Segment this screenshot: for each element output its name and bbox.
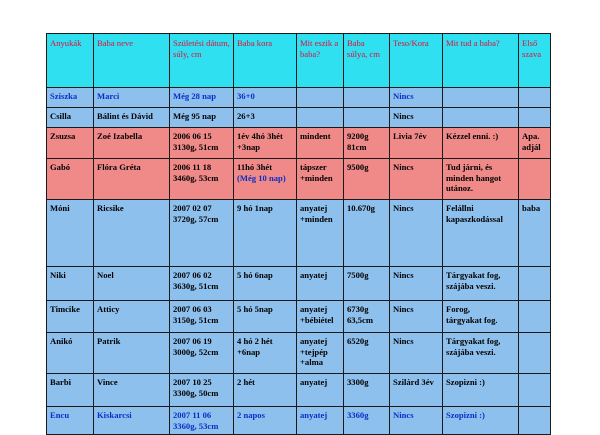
- cell-birth-info: [170, 301, 234, 333]
- cell-food: anyatej: [297, 374, 344, 407]
- cell-sibling: Livia 7év: [390, 128, 443, 159]
- cell-sibling: Nincs: [390, 301, 443, 333]
- header-weight: Baba súlya, cm: [344, 34, 390, 88]
- cell-line: anyatej: [300, 336, 328, 346]
- cell-line: 4 hó 2 hét: [237, 336, 273, 346]
- cell-first-word: [519, 159, 551, 200]
- cell-sibling: Nincs: [390, 333, 443, 374]
- table-row: [47, 88, 551, 108]
- cell-first-word: [519, 301, 551, 333]
- cell-line: +minden: [300, 172, 333, 183]
- cell-line: Apa.: [522, 131, 540, 141]
- cell-mother: Encu: [47, 407, 94, 435]
- cell-mother: Csilla: [47, 108, 94, 128]
- cell-skills: [443, 200, 519, 267]
- cell-weight: 7500g: [344, 267, 390, 301]
- cell-line: Forog,: [446, 304, 470, 314]
- cell-food: anyatej: [297, 267, 344, 301]
- cell-food: anyatej: [297, 407, 344, 435]
- cell-baby-age: [234, 128, 297, 159]
- cell-skills: Kézzel enni. :): [443, 128, 519, 159]
- cell-mother: Barbi: [47, 374, 94, 407]
- cell-line: 3460g, 53cm: [173, 172, 219, 183]
- cell-line: anyatej: [300, 203, 328, 213]
- cell-line: tápszer: [300, 162, 327, 172]
- baby-table-wrapper: [46, 33, 551, 435]
- table-row: [47, 108, 551, 128]
- cell-line: 3000g, 52cm: [173, 346, 219, 357]
- header-skills: Mit tud a baba?: [443, 34, 519, 88]
- cell-baby-name: Marci: [94, 88, 170, 108]
- cell-baby-name: Zoé Izabella: [94, 128, 170, 159]
- cell-line: +minden: [300, 213, 333, 224]
- cell-weight: [344, 108, 390, 128]
- cell-mother: Niki: [47, 267, 94, 301]
- cell-line: 3720g, 57cm: [173, 213, 219, 224]
- cell-line: anyatej: [300, 304, 328, 314]
- cell-line: 3130g, 51cm: [173, 141, 219, 152]
- cell-line: +3nap: [237, 141, 261, 152]
- cell-line: minden hangot: [446, 172, 502, 183]
- cell-line: 63,5cm: [347, 314, 374, 325]
- cell-line: 1év 4hó 3hét: [237, 131, 283, 141]
- cell-baby-age: 2 napos: [234, 407, 297, 435]
- cell-line: 2007 06 02: [173, 270, 212, 280]
- cell-line: kapaszkodással: [446, 213, 503, 224]
- cell-weight: 3300g: [344, 374, 390, 407]
- header-first-word: Első szava: [519, 34, 551, 88]
- cell-food: [297, 159, 344, 200]
- cell-baby-age: 5 hó 6nap: [234, 267, 297, 301]
- table-row: [47, 128, 551, 159]
- cell-line: +6nap: [237, 346, 261, 357]
- cell-line: 2007 10 25: [173, 377, 212, 387]
- cell-line: tárgyakat fog.: [446, 314, 498, 325]
- cell-baby-age: [234, 333, 297, 374]
- cell-line: 3630g, 51cm: [173, 280, 219, 291]
- cell-sibling: Nincs: [390, 200, 443, 267]
- cell-food: [297, 108, 344, 128]
- cell-line: 2007 06 03: [173, 304, 212, 314]
- cell-line: 9200g: [347, 131, 369, 141]
- cell-line: szájába veszi.: [446, 346, 496, 357]
- header-birth-info: Születési dátum, súly, cm: [170, 34, 234, 88]
- cell-mother: Timcike: [47, 301, 94, 333]
- cell-skills: [443, 108, 519, 128]
- cell-line: +tejpép: [300, 346, 328, 357]
- header-baby-age: Baba kora: [234, 34, 297, 88]
- header-sibling: Teso/Kora: [390, 34, 443, 88]
- cell-birth-info: [170, 159, 234, 200]
- cell-line: 2007 06 19: [173, 336, 212, 346]
- header-food: Mit eszik a baba?: [297, 34, 344, 88]
- cell-line: Felállni: [446, 203, 474, 213]
- cell-line: 2006 06 15: [173, 131, 212, 141]
- cell-line: +alma: [300, 357, 324, 368]
- cell-skills: [443, 267, 519, 301]
- cell-birth-info: [170, 128, 234, 159]
- cell-birth-info: Még 95 nap: [170, 108, 234, 128]
- cell-sibling: Szilárd 3év: [390, 374, 443, 407]
- cell-line: Tud járni, és: [446, 162, 493, 172]
- cell-birth-info: [170, 374, 234, 407]
- cell-birth-info: [170, 200, 234, 267]
- cell-first-word: [519, 108, 551, 128]
- cell-birth-info: [170, 407, 234, 435]
- cell-line: Tárgyakat fog,: [446, 336, 501, 346]
- cell-food: [297, 333, 344, 374]
- cell-sibling: Nincs: [390, 407, 443, 435]
- table-row: [47, 267, 551, 301]
- cell-baby-name: Kiskarcsi: [94, 407, 170, 435]
- cell-baby-name: Flóra Gréta: [94, 159, 170, 200]
- cell-skills: [443, 301, 519, 333]
- cell-mother: Sziszka: [47, 88, 94, 108]
- table-row: [47, 301, 551, 333]
- cell-first-word: [519, 407, 551, 435]
- cell-weight: [344, 88, 390, 108]
- cell-weight: 6520g: [344, 333, 390, 374]
- cell-weight: 9500g: [344, 159, 390, 200]
- cell-skills: Szopizni :): [443, 407, 519, 435]
- cell-line: 6730g: [347, 304, 369, 314]
- cell-line: szájába veszi.: [446, 280, 496, 291]
- cell-line: +bébiétel: [300, 314, 334, 325]
- header-mother: Anyukák: [47, 34, 94, 88]
- cell-line: 3360g, 53cm: [173, 420, 219, 431]
- cell-line: utánoz.: [446, 183, 473, 194]
- cell-birth-info: Még 28 nap: [170, 88, 234, 108]
- cell-weight: 3360g: [344, 407, 390, 435]
- cell-mother: Anikó: [47, 333, 94, 374]
- cell-baby-age: 11hó 3hét (Még 10 nap): [234, 159, 297, 200]
- cell-baby-age: 36+0: [234, 88, 297, 108]
- table-row: [47, 333, 551, 374]
- cell-skills: [443, 333, 519, 374]
- cell-food: [297, 301, 344, 333]
- table-row: [47, 407, 551, 435]
- header-row: [47, 34, 551, 88]
- cell-skills: [443, 159, 519, 200]
- cell-line: 2007 02 07: [173, 203, 212, 213]
- table-row: [47, 374, 551, 407]
- cell-first-word: [519, 88, 551, 108]
- cell-first-word: [519, 128, 551, 159]
- table-row: [47, 159, 551, 200]
- cell-baby-name: Ricsike: [94, 200, 170, 267]
- cell-food: mindent: [297, 128, 344, 159]
- cell-baby-name: Bálint és Dávid: [94, 108, 170, 128]
- cell-first-word: [519, 267, 551, 301]
- cell-weight: [344, 301, 390, 333]
- cell-first-word: [519, 374, 551, 407]
- cell-mother: Zsuzsa: [47, 128, 94, 159]
- baby-data-table: [46, 33, 551, 435]
- cell-line: adjál: [522, 141, 541, 152]
- cell-baby-age: 2 hét: [234, 374, 297, 407]
- cell-weight: [344, 128, 390, 159]
- cell-line: 2006 11 18: [173, 162, 212, 172]
- cell-food: [297, 88, 344, 108]
- table-row: [47, 200, 551, 267]
- cell-baby-name: Atticy: [94, 301, 170, 333]
- cell-sibling: Nincs: [390, 267, 443, 301]
- cell-line: 2007 11 06: [173, 410, 212, 420]
- cell-sibling: Nincs: [390, 88, 443, 108]
- cell-mother: Gabó: [47, 159, 94, 200]
- cell-baby-name: Noel: [94, 267, 170, 301]
- cell-birth-info: [170, 333, 234, 374]
- cell-sibling: Nincs: [390, 159, 443, 200]
- cell-line: 81cm: [347, 141, 367, 152]
- cell-weight: 10.670g: [344, 200, 390, 267]
- cell-first-word: baba: [519, 200, 551, 267]
- cell-baby-age: 5 hó 5nap: [234, 301, 297, 333]
- cell-baby-name: Vince: [94, 374, 170, 407]
- cell-baby-age: 26+3: [234, 108, 297, 128]
- cell-line: 3300g, 50cm: [173, 387, 219, 398]
- header-baby-name: Baba neve: [94, 34, 170, 88]
- cell-line: Tárgyakat fog,: [446, 270, 501, 280]
- cell-skills: [443, 88, 519, 108]
- cell-baby-name: Patrik: [94, 333, 170, 374]
- cell-sibling: Nincs: [390, 108, 443, 128]
- age-remaining-note: (Még 10 nap): [237, 172, 286, 183]
- cell-first-word: [519, 333, 551, 374]
- cell-mother: Móni: [47, 200, 94, 267]
- cell-baby-age: 9 hó 1nap: [234, 200, 297, 267]
- cell-line: 3150g, 51cm: [173, 314, 219, 325]
- cell-birth-info: [170, 267, 234, 301]
- cell-skills: Szopizni :): [443, 374, 519, 407]
- cell-food: [297, 200, 344, 267]
